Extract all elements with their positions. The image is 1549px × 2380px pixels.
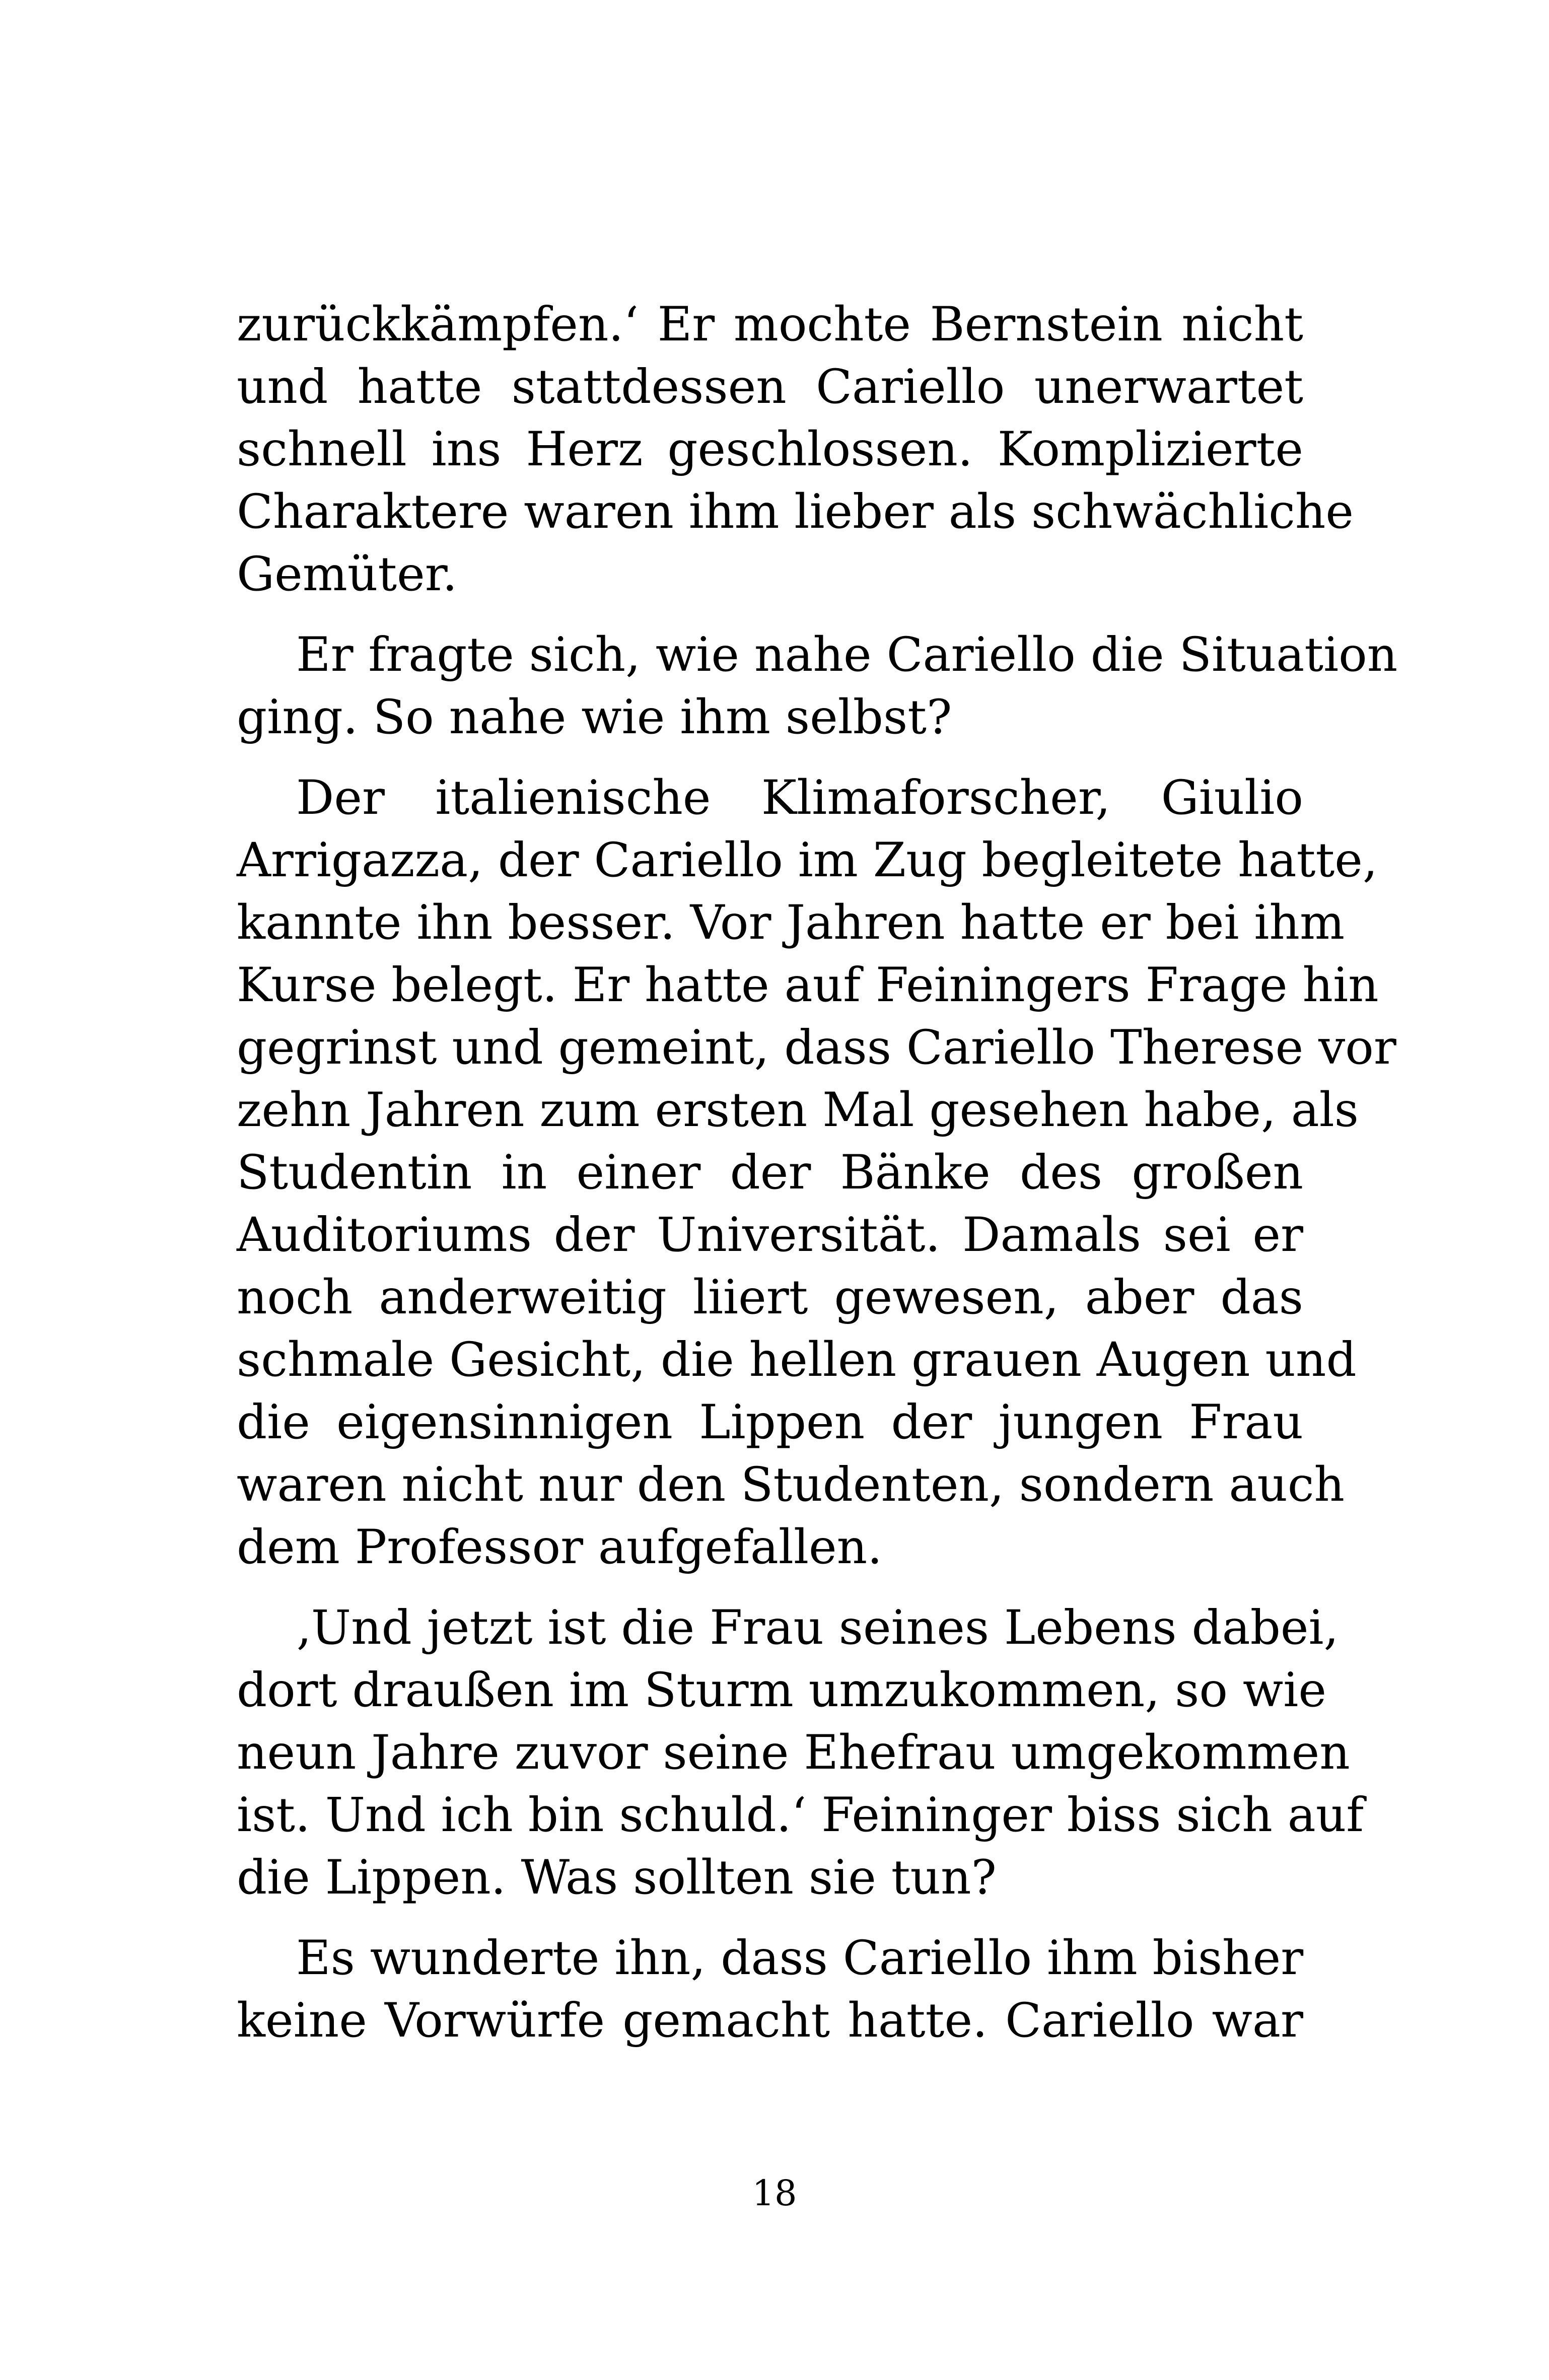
text-line: Studentin in einer der Bänke des großen <box>237 1145 1303 1200</box>
text-line: gegrinst und gemeint, dass Cariello Therese vor <box>237 1020 1396 1075</box>
text-line: Charaktere waren ihm lieber als schwächliche <box>237 484 1354 539</box>
text-line: Es wunderte ihn, dass Cariello ihm bisher <box>296 1931 1304 1986</box>
text-line: Arrigazza, der Cariello im Zug begleitete hatte, <box>237 833 1378 888</box>
text-line: dort draußen im Sturm umzukommen, so wie <box>237 1663 1326 1718</box>
text-line: Auditoriums der Universität. Damals sei er <box>237 1208 1303 1263</box>
text-line: keine Vorwürfe gemacht hatte. Cariello war <box>237 1993 1303 2048</box>
text-line: Er fragte sich, wie nahe Cariello die Situation <box>296 627 1398 682</box>
text-line: Gemüter. <box>237 547 458 602</box>
text-line: Der italienische Klimaforscher, Giulio <box>296 771 1303 825</box>
text-line: die Lippen. Was sollten sie tun? <box>237 1850 997 1905</box>
text-line: noch anderweitig liiert gewesen, aber das <box>237 1270 1303 1325</box>
text-line: schnell ins Herz geschlossen. Komplizierte <box>237 422 1303 477</box>
paragraph <box>237 767 1396 1579</box>
text-line: waren nicht nur den Studenten, sondern auch <box>237 1457 1345 1512</box>
text-line: und hatte stattdessen Cariello unerwartet <box>237 360 1303 414</box>
text-line: schmale Gesicht, die hellen grauen Augen und <box>237 1333 1357 1387</box>
text-line: kannte ihn besser. Vor Jahren hatte er bei ihm <box>237 895 1345 950</box>
text-line: ist. Und ich bin schuld.‘ Feininger biss sich auf <box>237 1788 1364 1843</box>
paragraph <box>237 624 1398 749</box>
paragraph <box>237 294 1354 606</box>
text-line: zurückkämpfen.‘ Er mochte Bernstein nicht <box>237 297 1303 352</box>
paragraph <box>237 1927 1303 2052</box>
body-text <box>237 294 1398 2070</box>
text-line: dem Professor aufgefallen. <box>237 1520 883 1575</box>
text-line: ‚Und jetzt ist die Frau seines Lebens dabei, <box>296 1600 1339 1655</box>
text-line: Kurse belegt. Er hatte auf Feiningers Frage hin <box>237 958 1379 1013</box>
text-line: ging. So nahe wie ihm selbst? <box>237 690 952 745</box>
text-line: zehn Jahren zum ersten Mal gesehen habe, als <box>237 1083 1359 1138</box>
page-number: 18 <box>752 2173 797 2214</box>
text-line: neun Jahre zuvor seine Ehefrau umgekommen <box>237 1725 1350 1780</box>
paragraph <box>237 1597 1364 1909</box>
text-line: die eigensinnigen Lippen der jungen Frau <box>237 1395 1303 1450</box>
